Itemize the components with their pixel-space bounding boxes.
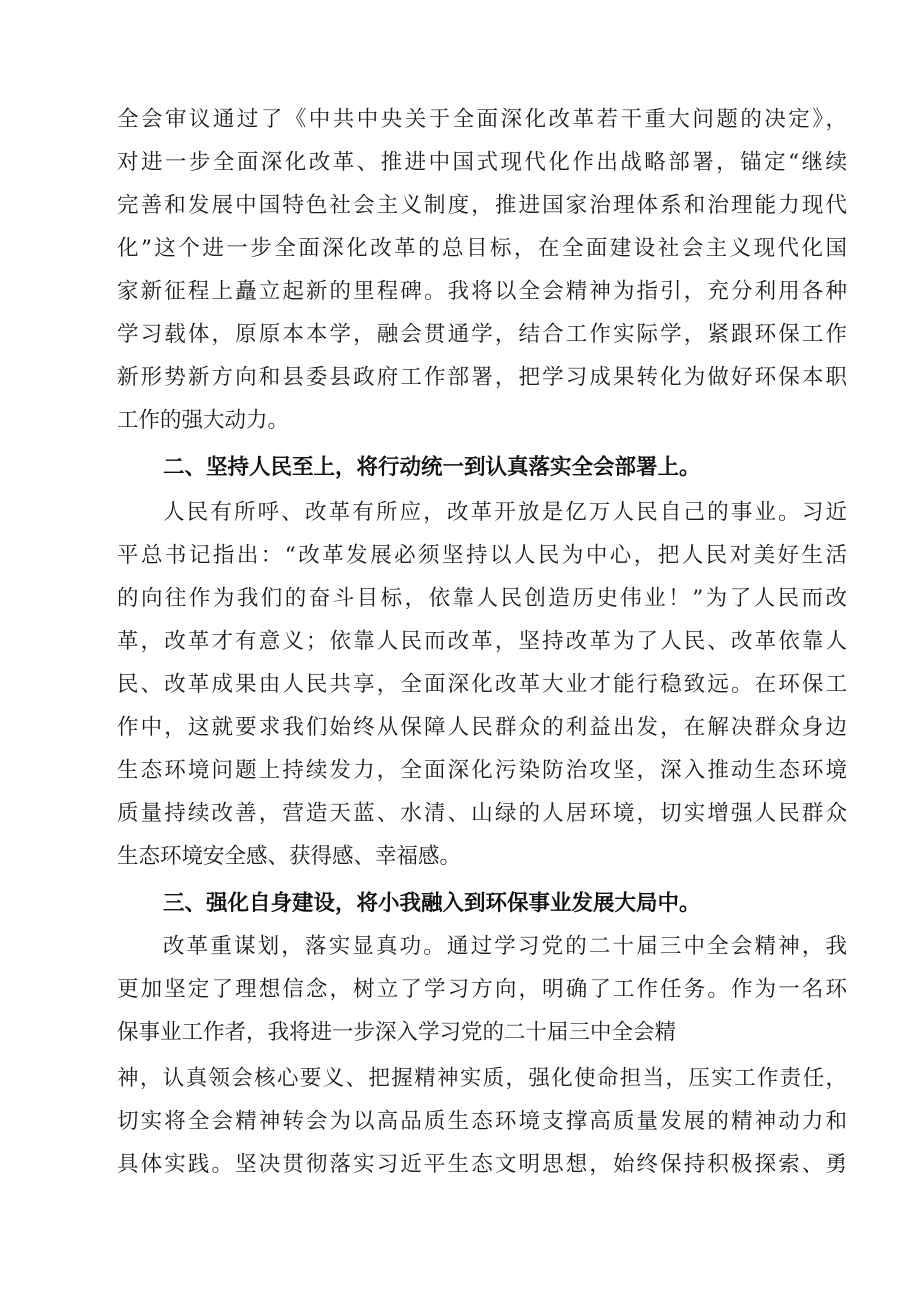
paragraph-line: 生态环境安全感、获得感、幸福感。 (117, 844, 462, 869)
paragraph-line: 平总书记指出：“改革发展必须坚持以人民为中心，把人民对美好生活 (117, 543, 847, 568)
paragraph-line: 神，认真领会核心要义、把握精神实质，强化使命担当，压实工作责任， (117, 1066, 847, 1091)
section-heading: 三、强化自身建设，将小我融入到环保事业发展大局中。 (163, 891, 701, 916)
paragraph-line: 化”这个进一步全面深化改革的总目标，在全面建设社会主义现代化国 (117, 236, 847, 261)
paragraph-line: 生态环境问题上持续发力，全面深化污染防治攻坚，深入推动生态环境 (117, 758, 847, 783)
paragraph-line: 保事业工作者，我将进一步深入学习党的二十届三中全会精 (117, 1020, 677, 1045)
paragraph-line: 工作的强大动力。 (117, 408, 290, 433)
paragraph-line: 对进一步全面深化改革、推进中国式现代化作出战略部署，锚定“继续 (117, 150, 847, 175)
paragraph-line: 作中，这就要求我们始终从保障人民群众的利益出发，在解决群众身边 (117, 715, 847, 740)
paragraph-line: 学习载体，原原本本学，融会贯通学，结合工作实际学，紧跟环保工作 (117, 322, 847, 347)
paragraph-line: 民、改革成果由人民共享，全面深化改革大业才能行稳致远。在环保工 (117, 672, 847, 697)
section-heading: 二、坚持人民至上，将行动统一到认真落实全会部署上。 (163, 455, 701, 480)
paragraph-line: 具体实践。坚决贯彻落实习近平生态文明思想，始终保持积极探索、勇 (117, 1152, 847, 1177)
paragraph-line: 新形势新方向和县委县政府工作部署，把学习成果转化为做好环保本职 (117, 365, 847, 390)
paragraph-line: 切实将全会精神转会为以高品质生态环境支撑高质量发展的精神动力和 (117, 1109, 847, 1134)
paragraph-line: 改革重谋划，落实显真功。通过学习党的二十届三中全会精神，我 (163, 934, 847, 959)
paragraph-line: 家新征程上矗立起新的里程碑。我将以全会精神为指引，充分利用各种 (117, 279, 847, 304)
paragraph-line: 完善和发展中国特色社会主义制度，推进国家治理体系和治理能力现代 (117, 193, 847, 218)
paragraph-line: 质量持续改善，营造天蓝、水清、山绿的人居环境，切实增强人民群众 (117, 801, 847, 826)
paragraph-line: 人民有所呼、改革有所应，改革开放是亿万人民自己的事业。习近 (163, 500, 847, 525)
paragraph-line: 更加坚定了理想信念，树立了学习方向，明确了工作任务。作为一名环 (117, 977, 847, 1002)
paragraph-line: 全会审议通过了《中共中央关于全面深化改革若干重大问题的决定》， (117, 107, 847, 132)
paragraph-line: 革，改革才有意义；依靠人民而改革，坚持改革为了人民、改革依靠人 (117, 629, 847, 654)
paragraph-line: 的向往作为我们的奋斗目标，依靠人民创造历史伟业！”为了人民而改 (117, 586, 847, 611)
